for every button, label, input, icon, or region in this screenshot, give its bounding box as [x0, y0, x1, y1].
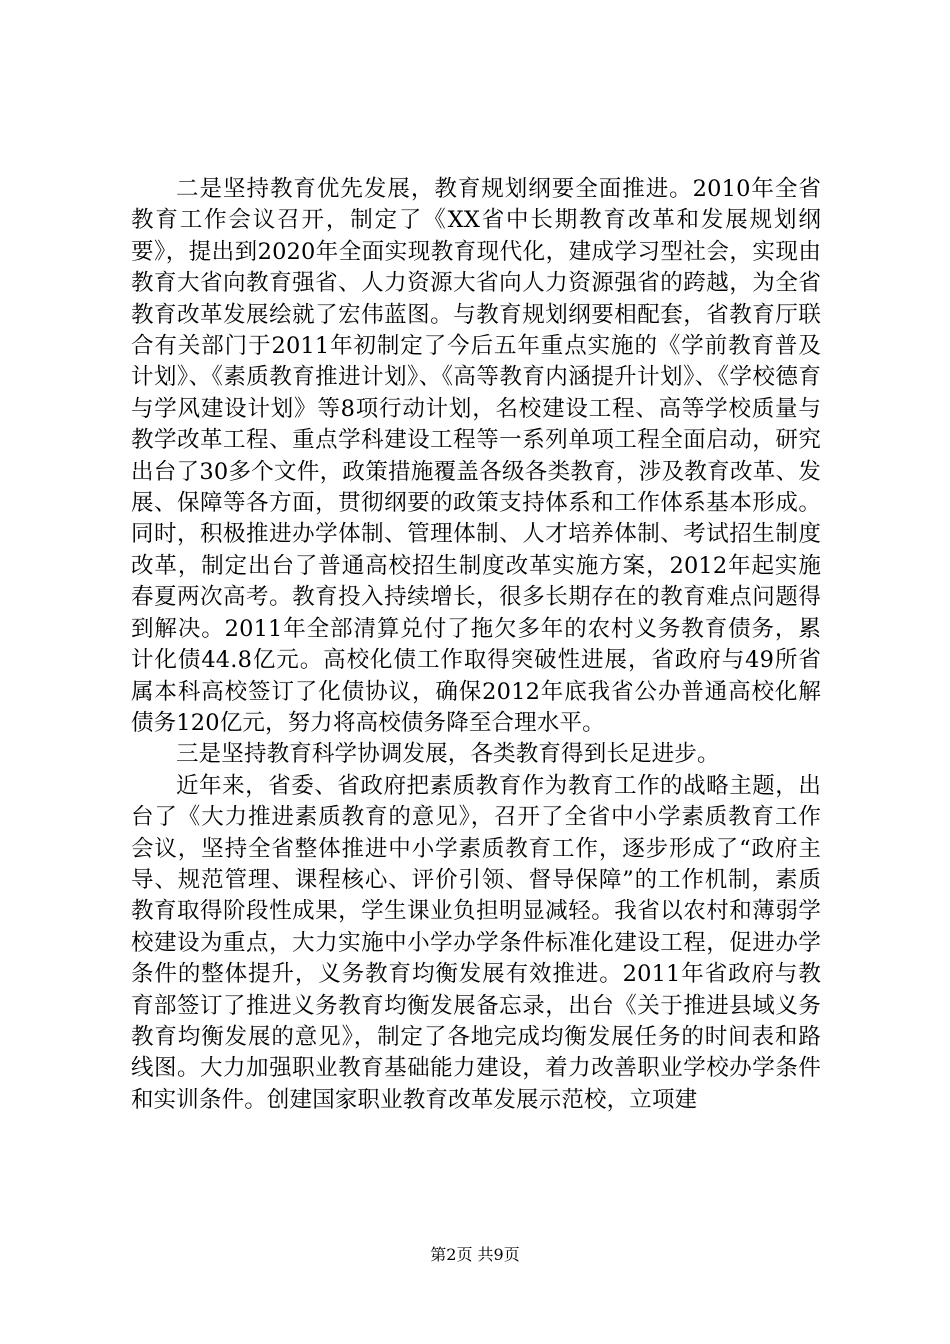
paragraph-coordinated-development-heading: 三是坚持教育科学协调发展，各类教育得到长足进步。 — [176, 741, 720, 768]
document-body — [131, 174, 821, 1116]
paragraph-quality-education: 近年来，省委、省政府把素质教育作为教育工作的战略主题，出台了《大力推进素质教育的意见》，召开了全省中小学素质教育工作会议，坚持全省整体推进中小学素质教育工作，逐步形成了“政府主导、规范管理、课程核心、评价引领、督导保障”的工作机制，素质教育取得阶段性成果，学生课业负担明显减轻。我省以农村和薄弱学校建设为重点，大力实施中小学办学条件标准化建设工程，促进办学条件的整体提升，义务教育均衡发展有效推进。2011年省政府与教育部签订了推进义务教育均衡发展备忘录，出台《关于推进县域义务教育均衡发展的意见》，制定了各地完成均衡发展任务的时间表和路线图。大力加强职业教育基础能力建设，着力改善职业学校办学条件和实训条件。创建国家职业教育改革发展示范校，立项建 — [131, 772, 821, 1113]
paragraph-priority-development: 二是坚持教育优先发展，教育规划纲要全面推进。2010年全省教育工作会议召开，制定了《XX省中长期教育改革和发展规划纲要》，提出到2020年全面实现教育现代化，建成学习型社会，实现由教育大省向教育强省、人力资源大省向人力资源强省的跨越，为全省教育改革发展绘就了宏伟蓝图。与教育规划纲要相配套，省教育厅联合有关部门于2011年初制定了今后五年重点实施的《学前教育普及计划》、《素质教育推进计划》、《高等教育内涵提升计划》、《学校德育与学风建设计划》等8项行动计划，名校建设工程、高等学校质量与教学改革工程、重点学科建设工程等一系列单项工程全面启动，研究出台了30多个文件，政策措施覆盖各级各类教育，涉及教育改革、发展、保障等各方面，贯彻纲要的政策支持体系和工作体系基本形成。同时，积极推进办学体制、管理体制、人才培养体制、考试招生制度改革，制定出台了普通高校招生制度改革实施方案，2012年起实施春夏两次高考。教育投入持续增长，很多长期存在的教育难点问题得到解决。2011年全部清算兑付了拖欠多年的农村义务教育债务，累计化债44.8亿元。高校化债工作取得突破性进展，省政府与49所省属本科高校签订了化债协议，确保2012年底我省公办普通高校化解债务120亿元，努力将高校债务降至合理水平。 — [131, 176, 821, 736]
page-number-footer: 第2页 共9页 — [430, 1245, 520, 1264]
